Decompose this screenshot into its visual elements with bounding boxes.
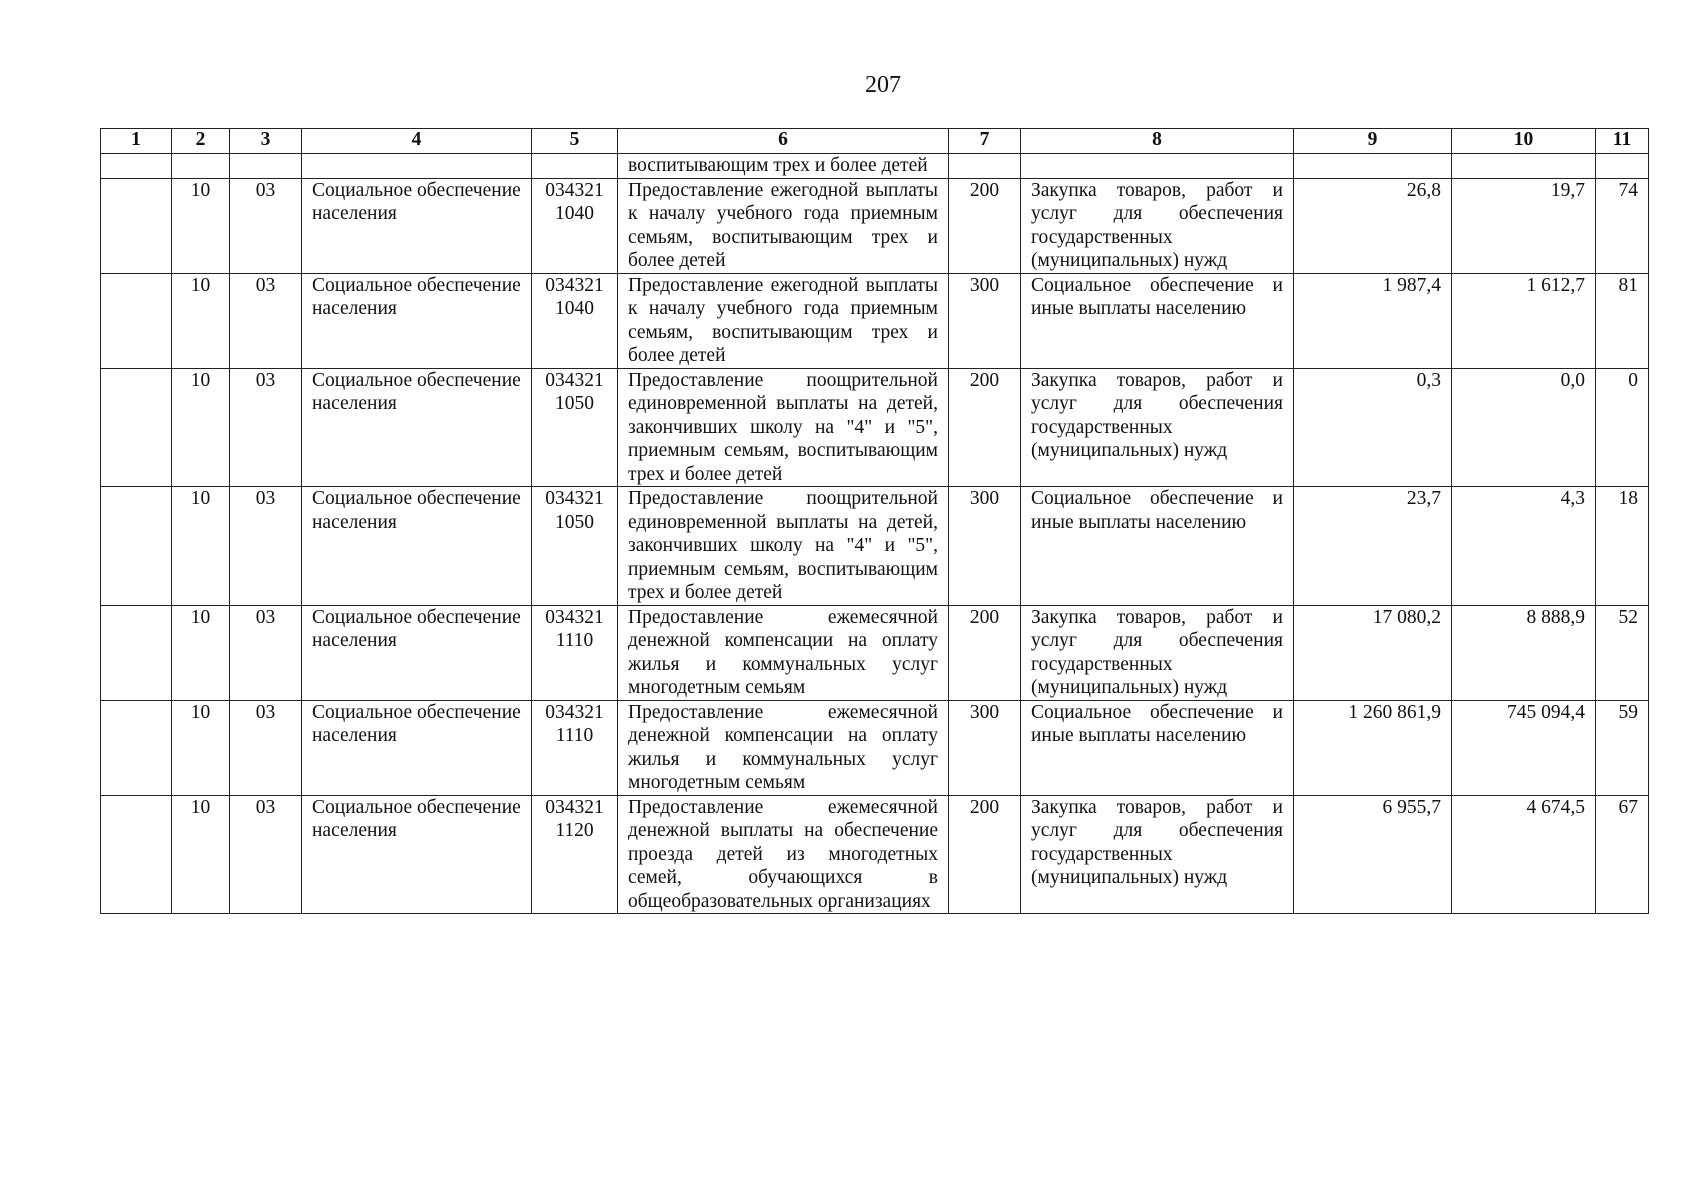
- table-row: [101, 605, 1649, 700]
- cell-section: 10: [172, 795, 230, 914]
- cell-section-name: [302, 154, 532, 179]
- cell-section-name: Социальное обеспечение населения: [302, 368, 532, 487]
- cell-expense-type-code: [949, 154, 1021, 179]
- cell-percent: 59: [1596, 700, 1649, 795]
- table-row: [101, 154, 1649, 179]
- cell-target-code: [532, 487, 618, 606]
- cell-expense-type-name: Закупка товаров, работ и услуг для обеспечения государственных (муниципальных) нужд: [1021, 605, 1294, 700]
- target-code-part2: 1040: [555, 203, 594, 224]
- cell-amount-executed: 745 094,4: [1452, 700, 1596, 795]
- cell-expense-name: Предоставление ежегодной выплаты к началу учебного года приемным семьям, воспитывающим трех и более детей: [618, 178, 949, 273]
- target-code-part1: 034321: [545, 274, 604, 296]
- cell-subsection: 03: [230, 700, 302, 795]
- cell-expense-type-code: 300: [949, 487, 1021, 606]
- target-code-part2: 1050: [555, 511, 594, 533]
- cell-section-name: Социальное обеспечение населения: [302, 273, 532, 368]
- cell-percent: [1596, 154, 1649, 179]
- cell-col1: [101, 154, 172, 179]
- cell-section: 10: [172, 273, 230, 368]
- cell-subsection: 03: [230, 605, 302, 700]
- cell-amount-planned: 0,3: [1294, 368, 1452, 487]
- column-header: 4: [302, 129, 532, 154]
- cell-target-code: [532, 795, 618, 914]
- table-row: [101, 487, 1649, 606]
- target-code-part1: 034321: [545, 796, 604, 818]
- target-code-part1: 034321: [545, 488, 604, 509]
- cell-target-code: [532, 700, 618, 795]
- cell-expense-name: Предоставление ежемесячной денежной выплаты на обеспечение проезда детей из многодетных семей, обучающихся в общеобразовательных организациях: [618, 795, 949, 914]
- column-header: 9: [1294, 129, 1452, 154]
- cell-amount-executed: [1452, 154, 1596, 179]
- cell-expense-name: воспитывающим трех и более детей: [618, 154, 949, 179]
- target-code-part2: 1110: [555, 630, 594, 651]
- cell-section-name: Социальное обеспечение населения: [302, 487, 532, 606]
- cell-expense-type-code: 200: [949, 178, 1021, 273]
- table-row: [101, 368, 1649, 487]
- column-header: 11: [1596, 129, 1649, 154]
- cell-expense-type-code: 200: [949, 368, 1021, 487]
- cell-amount-planned: [1294, 154, 1452, 179]
- cell-section-name: Социальное обеспечение населения: [302, 178, 532, 273]
- cell-section: 10: [172, 368, 230, 487]
- column-header: 2: [172, 129, 230, 154]
- cell-subsection: 03: [230, 795, 302, 914]
- cell-section-name: Социальное обеспечение населения: [302, 795, 532, 914]
- cell-amount-planned: 1 260 861,9: [1294, 700, 1452, 795]
- cell-section: [172, 154, 230, 179]
- cell-expense-type-name: Закупка товаров, работ и услуг для обеспечения государственных (муниципальных) нужд: [1021, 178, 1294, 273]
- cell-expense-type-code: 200: [949, 605, 1021, 700]
- cell-percent: 0: [1596, 368, 1649, 487]
- cell-section: 10: [172, 178, 230, 273]
- column-header: 10: [1452, 129, 1596, 154]
- target-code-part2: 1120: [555, 820, 594, 841]
- cell-target-code: [532, 368, 618, 487]
- cell-expense-type-name: [1021, 154, 1294, 179]
- cell-subsection: 03: [230, 487, 302, 606]
- cell-col1: [101, 605, 172, 700]
- column-header: 1: [101, 129, 172, 154]
- cell-col1: [101, 178, 172, 273]
- table-row: [101, 178, 1649, 273]
- target-code-part2: 1040: [555, 298, 594, 319]
- budget-table: [100, 128, 1649, 914]
- cell-amount-executed: 19,7: [1452, 178, 1596, 273]
- cell-percent: 67: [1596, 795, 1649, 914]
- target-code-part1: 034321: [545, 179, 604, 201]
- header-row: [101, 129, 1649, 154]
- cell-amount-executed: 8 888,9: [1452, 605, 1596, 700]
- cell-expense-type-name: Закупка товаров, работ и услуг для обеспечения государственных (муниципальных) нужд: [1021, 795, 1294, 914]
- target-code-part1: 034321: [545, 606, 604, 628]
- cell-section: 10: [172, 605, 230, 700]
- cell-expense-type-code: 300: [949, 700, 1021, 795]
- cell-expense-type-name: Социальное обеспечение и иные выплаты населению: [1021, 487, 1294, 606]
- cell-expense-type-name: Закупка товаров, работ и услуг для обеспечения государственных (муниципальных) нужд: [1021, 368, 1294, 487]
- cell-amount-executed: 4,3: [1452, 487, 1596, 606]
- target-code-part1: 034321: [545, 701, 604, 723]
- cell-amount-planned: 23,7: [1294, 487, 1452, 606]
- cell-percent: 81: [1596, 273, 1649, 368]
- cell-subsection: [230, 154, 302, 179]
- cell-col1: [101, 700, 172, 795]
- column-header: 8: [1021, 129, 1294, 154]
- target-code-part1: 034321: [545, 369, 604, 391]
- cell-percent: 52: [1596, 605, 1649, 700]
- cell-target-code: [532, 154, 618, 179]
- cell-target-code: [532, 605, 618, 700]
- page-number: 207: [865, 72, 901, 98]
- target-code-part2: 1050: [555, 393, 594, 414]
- cell-amount-executed: 4 674,5: [1452, 795, 1596, 914]
- cell-target-code: [532, 178, 618, 273]
- cell-expense-name: Предоставление ежемесячной денежной компенсации на оплату жилья и коммунальных услуг многодетным семьям: [618, 605, 949, 700]
- cell-amount-planned: 26,8: [1294, 178, 1452, 273]
- cell-target-code: [532, 273, 618, 368]
- cell-section: 10: [172, 487, 230, 606]
- column-header: 3: [230, 129, 302, 154]
- cell-expense-name: Предоставление поощрительной единовременной выплаты на детей, закончивших школу на "4" и "5", приемным семьям, воспитывающим трех и более детей: [618, 368, 949, 487]
- cell-amount-executed: 0,0: [1452, 368, 1596, 487]
- cell-amount-planned: 17 080,2: [1294, 605, 1452, 700]
- column-header: 6: [618, 129, 949, 154]
- cell-expense-name: Предоставление ежегодной выплаты к началу учебного года приемным семьям, воспитывающим трех и более детей: [618, 273, 949, 368]
- cell-amount-executed: 1 612,7: [1452, 273, 1596, 368]
- cell-expense-name: Предоставление ежемесячной денежной компенсации на оплату жилья и коммунальных услуг многодетным семьям: [618, 700, 949, 795]
- cell-col1: [101, 487, 172, 606]
- cell-expense-type-name: Социальное обеспечение и иные выплаты населению: [1021, 273, 1294, 368]
- cell-subsection: 03: [230, 178, 302, 273]
- cell-section-name: Социальное обеспечение населения: [302, 700, 532, 795]
- target-code-part2: 1110: [555, 725, 594, 746]
- cell-expense-type-code: 300: [949, 273, 1021, 368]
- table-row: [101, 700, 1649, 795]
- cell-amount-planned: 6 955,7: [1294, 795, 1452, 914]
- cell-percent: 18: [1596, 487, 1649, 606]
- column-header: 7: [949, 129, 1021, 154]
- table-row: [101, 795, 1649, 914]
- cell-subsection: 03: [230, 368, 302, 487]
- cell-section-name: Социальное обеспечение населения: [302, 605, 532, 700]
- cell-expense-type-code: 200: [949, 795, 1021, 914]
- table-body: [101, 154, 1649, 914]
- column-header: 5: [532, 129, 618, 154]
- cell-col1: [101, 273, 172, 368]
- cell-percent: 74: [1596, 178, 1649, 273]
- cell-section: 10: [172, 700, 230, 795]
- cell-subsection: 03: [230, 273, 302, 368]
- table-row: [101, 273, 1649, 368]
- cell-expense-name: Предоставление поощрительной единовременной выплаты на детей, закончивших школу на "4" и "5", приемным семьям, воспитывающим трех и более детей: [618, 487, 949, 606]
- cell-col1: [101, 368, 172, 487]
- cell-amount-planned: 1 987,4: [1294, 273, 1452, 368]
- cell-col1: [101, 795, 172, 914]
- cell-expense-type-name: Социальное обеспечение и иные выплаты населению: [1021, 700, 1294, 795]
